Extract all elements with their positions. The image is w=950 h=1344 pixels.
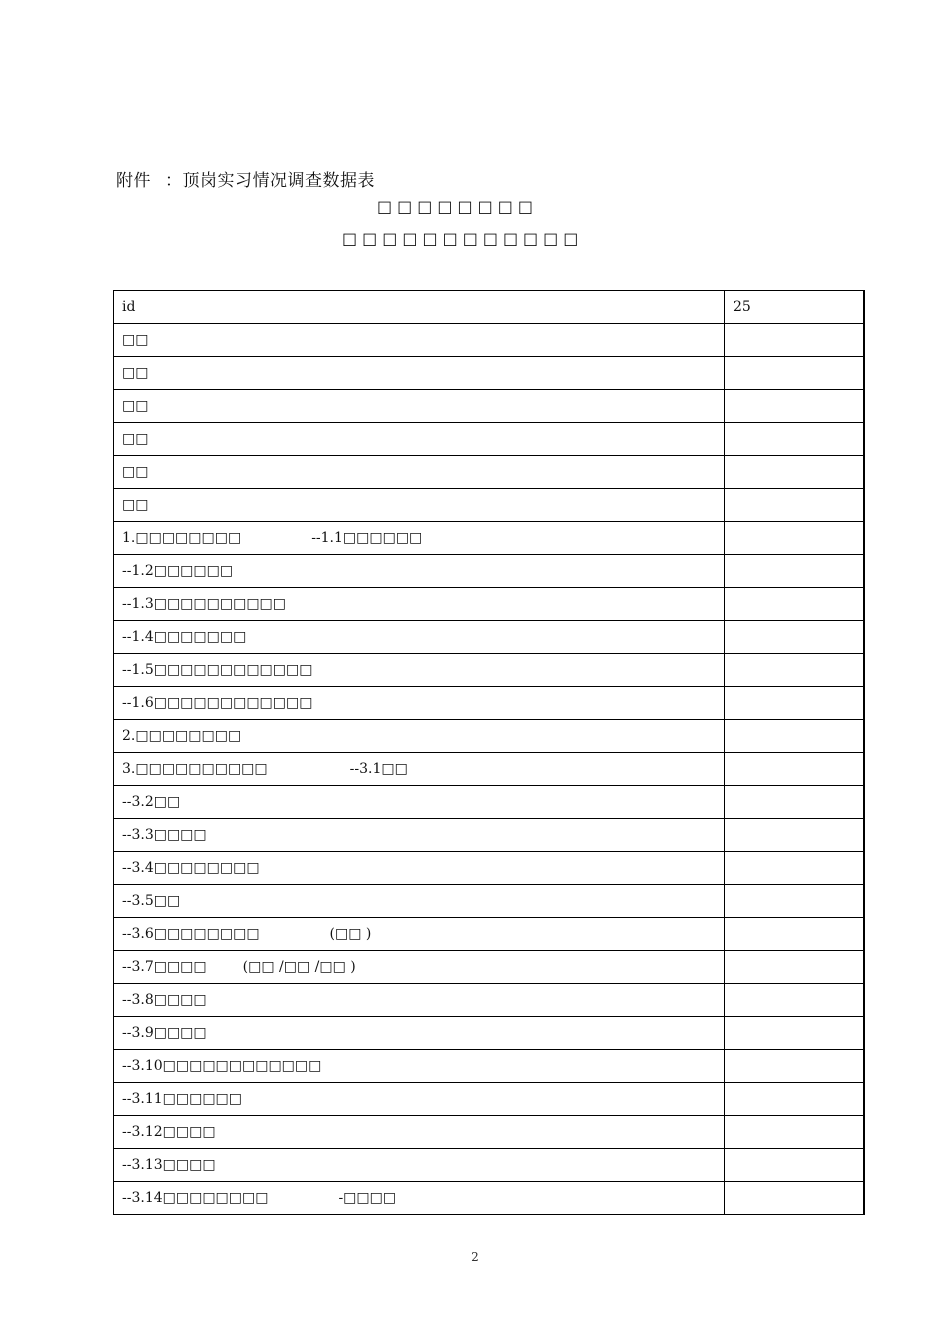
answer-cell [725, 390, 865, 423]
question-cell: --3.8□□□□ [114, 984, 725, 1017]
table-row [114, 918, 865, 951]
answer-cell [725, 456, 865, 489]
question-cell: --3.12□□□□ [114, 1116, 725, 1149]
table-row [114, 324, 865, 357]
answer-cell [725, 621, 865, 654]
answer-cell [725, 753, 865, 786]
table-row [114, 456, 865, 489]
question-cell: --1.5□□□□□□□□□□□□ [114, 654, 725, 687]
question-cell: --3.4□□□□□□□□ [114, 852, 725, 885]
heading-prefix: 附件 [116, 171, 151, 191]
answer-cell [725, 1149, 865, 1182]
document-heading [116, 166, 375, 191]
question-cell [114, 951, 725, 984]
table-row [114, 687, 865, 720]
answer-cell [725, 1083, 865, 1116]
table-row [114, 357, 865, 390]
answer-cell [725, 522, 865, 555]
answer-cell [725, 687, 865, 720]
question-subtext: --3.1□□ [349, 761, 408, 777]
question-cell [114, 522, 725, 555]
answer-cell [725, 324, 865, 357]
question-subtext: (□□ /□□ /□□ ) [242, 959, 356, 975]
question-cell: --3.13□□□□ [114, 1149, 725, 1182]
table-row [114, 654, 865, 687]
table-row [114, 1050, 865, 1083]
subtitle-line-1: □□□□□□□□ [377, 197, 538, 216]
question-cell: --3.3□□□□ [114, 819, 725, 852]
question-subtext: -□□□□ [338, 1190, 397, 1206]
question-cell: --1.3□□□□□□□□□□ [114, 588, 725, 621]
question-text: 1.□□□□□□□□ [122, 530, 242, 546]
table-row [114, 1182, 865, 1215]
question-text: --3.7□□□□ [122, 959, 207, 975]
question-cell: --3.10□□□□□□□□□□□□ [114, 1050, 725, 1083]
question-cell [114, 1182, 725, 1215]
table-row [114, 1083, 865, 1116]
table-row [114, 555, 865, 588]
answer-cell [725, 786, 865, 819]
table-row [114, 720, 865, 753]
subtitle-line-2: □□□□□□□□□□□□ [342, 229, 584, 248]
table-row [114, 1017, 865, 1050]
answer-cell [725, 1116, 865, 1149]
heading-title: 顶岗实习情况调查数据表 [182, 171, 375, 191]
answer-cell [725, 852, 865, 885]
question-cell: --1.4□□□□□□□ [114, 621, 725, 654]
table-row [114, 1149, 865, 1182]
question-subtext: (□□ ) [329, 926, 372, 942]
table-row [114, 786, 865, 819]
answer-cell [725, 423, 865, 456]
answer-cell [725, 654, 865, 687]
answer-cell [725, 918, 865, 951]
table-row [114, 522, 865, 555]
answer-cell [725, 720, 865, 753]
survey-data-table [113, 290, 865, 1215]
answer-cell [725, 1050, 865, 1083]
question-cell: □□ [114, 390, 725, 423]
question-cell: --3.2□□ [114, 786, 725, 819]
question-cell: □□ [114, 423, 725, 456]
question-text: --3.14□□□□□□□□ [122, 1190, 269, 1206]
answer-cell [725, 489, 865, 522]
question-cell: --3.9□□□□ [114, 1017, 725, 1050]
answer-cell [725, 885, 865, 918]
table-row [114, 423, 865, 456]
table-row [114, 1116, 865, 1149]
table-row [114, 588, 865, 621]
page-number: 2 [471, 1250, 479, 1264]
answer-cell [725, 588, 865, 621]
question-cell: □□ [114, 456, 725, 489]
question-subtext: --1.1□□□□□□ [311, 530, 423, 546]
table-row [114, 951, 865, 984]
answer-cell [725, 984, 865, 1017]
table-row [114, 390, 865, 423]
answer-cell [725, 1017, 865, 1050]
question-cell: □□ [114, 324, 725, 357]
table-row [114, 291, 865, 324]
answer-cell [725, 951, 865, 984]
table-row [114, 852, 865, 885]
question-text: 3.□□□□□□□□□□ [122, 761, 268, 777]
question-cell: --3.5□□ [114, 885, 725, 918]
table-row [114, 489, 865, 522]
table-row [114, 885, 865, 918]
question-cell: □□ [114, 489, 725, 522]
question-cell: □□ [114, 357, 725, 390]
answer-cell [725, 555, 865, 588]
table-row [114, 621, 865, 654]
question-text: --3.6□□□□□□□□ [122, 926, 260, 942]
table-row [114, 819, 865, 852]
table-row [114, 984, 865, 1017]
table-row [114, 753, 865, 786]
answer-cell [725, 357, 865, 390]
question-cell: 2.□□□□□□□□ [114, 720, 725, 753]
id-label: id [114, 291, 725, 324]
heading-colon: ： [165, 171, 183, 191]
question-cell: --1.6□□□□□□□□□□□□ [114, 687, 725, 720]
answer-cell [725, 819, 865, 852]
question-cell: --1.2□□□□□□ [114, 555, 725, 588]
question-cell [114, 918, 725, 951]
answer-cell [725, 1182, 865, 1215]
question-cell: --3.11□□□□□□ [114, 1083, 725, 1116]
question-cell [114, 753, 725, 786]
id-value: 25 [725, 291, 865, 324]
